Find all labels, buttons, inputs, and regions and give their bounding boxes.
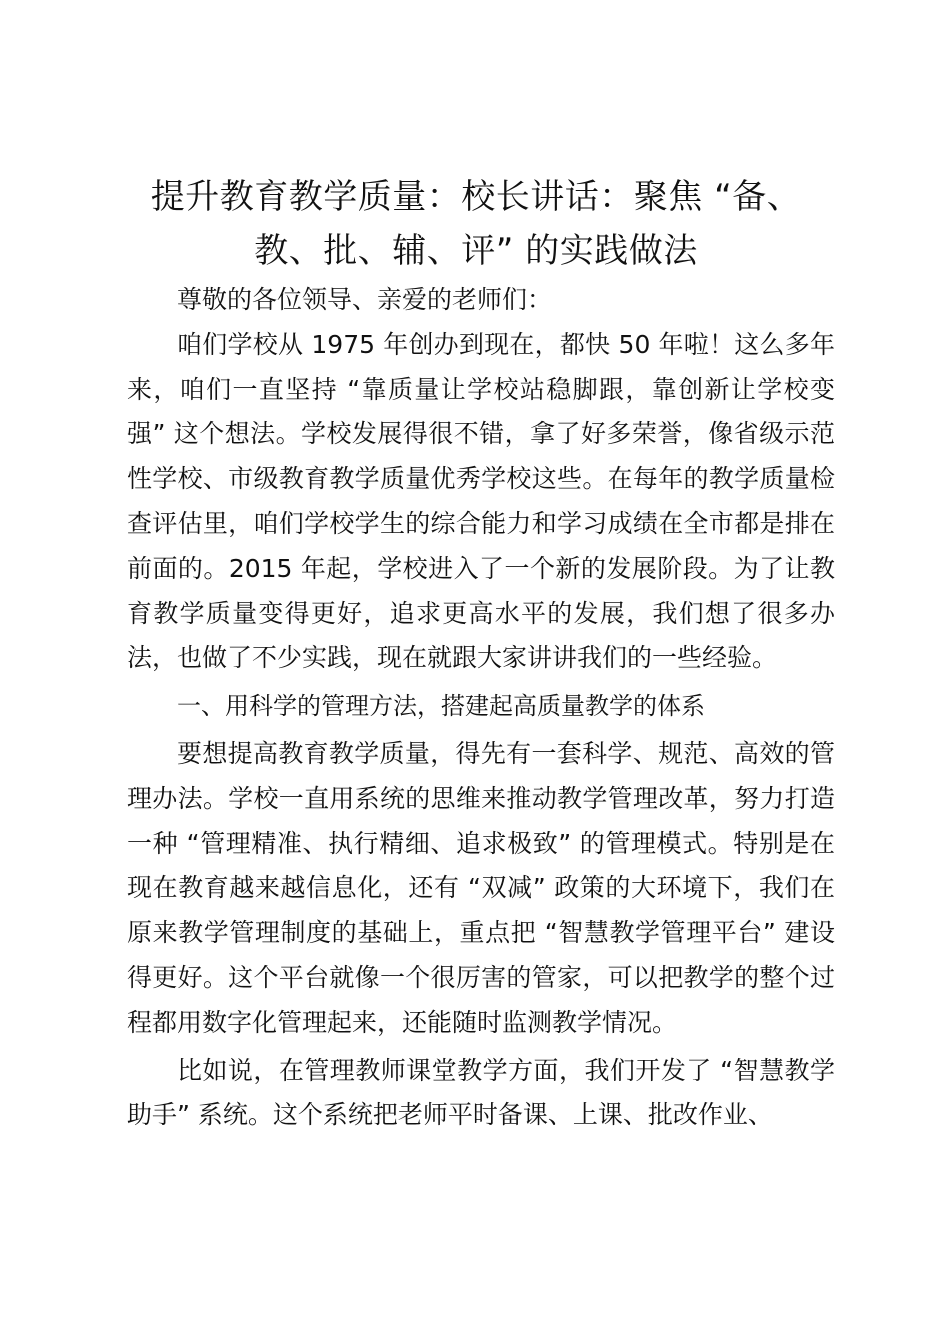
salutation-paragraph: 尊敬的各位领导、亲爱的老师们： bbox=[177, 285, 553, 314]
section-heading: 一、用科学的管理方法，搭建起高质量教学的体系 bbox=[177, 692, 705, 721]
intro-paragraph: 咱们学校从 1975 年创办到现在，都快 50 年啦！这么多年来，咱们一直坚持 “靠质量让学校站稳脚跟，靠创新让学校变强” 这个想法。学校发展得很不错，拿了好多荣誉，像省级示范性学校、市级教育教学质量优秀学校这些。在每年的教学质量检查评估里，咱们学校学生的综合能力和学习成绩在全市都是排在前面的。2015 年起，学校进入了一个新的发展阶段。为了让教育教学质量变得更好，追求更高水平的发展，我们想了很多办法，也做了不少实践，现在就跟大家讲讲我们的一些经验。 bbox=[127, 329, 835, 673]
management-paragraph: 要想提高教育教学质量，得先有一套科学、规范、高效的管理办法。学校一直用系统的思维来推动教学管理改革，努力打造一种 “管理精准、执行精细、追求极致” 的管理模式。特别是在现在教育越来越信息化，还有 “双减” 政策的大环境下，我们在原来教学管理制度的基础上，重点把 “智慧教学管理平台” 建设得更好。这个平台就像一个很厉害的管家，可以把教学的整个过程都用数字化管理起来，还能随时监测教学情况。 bbox=[127, 738, 835, 1037]
document-title: 提升教育教学质量：校长讲话：聚焦 “备、教、批、辅、评” 的实践做法 bbox=[150, 177, 802, 271]
example-paragraph: 比如说，在管理教师课堂教学方面，我们开发了 “智慧教学助手” 系统。这个系统把老师平时备课、上课、批改作业、 bbox=[127, 1055, 835, 1130]
document-body bbox=[127, 278, 835, 1138]
